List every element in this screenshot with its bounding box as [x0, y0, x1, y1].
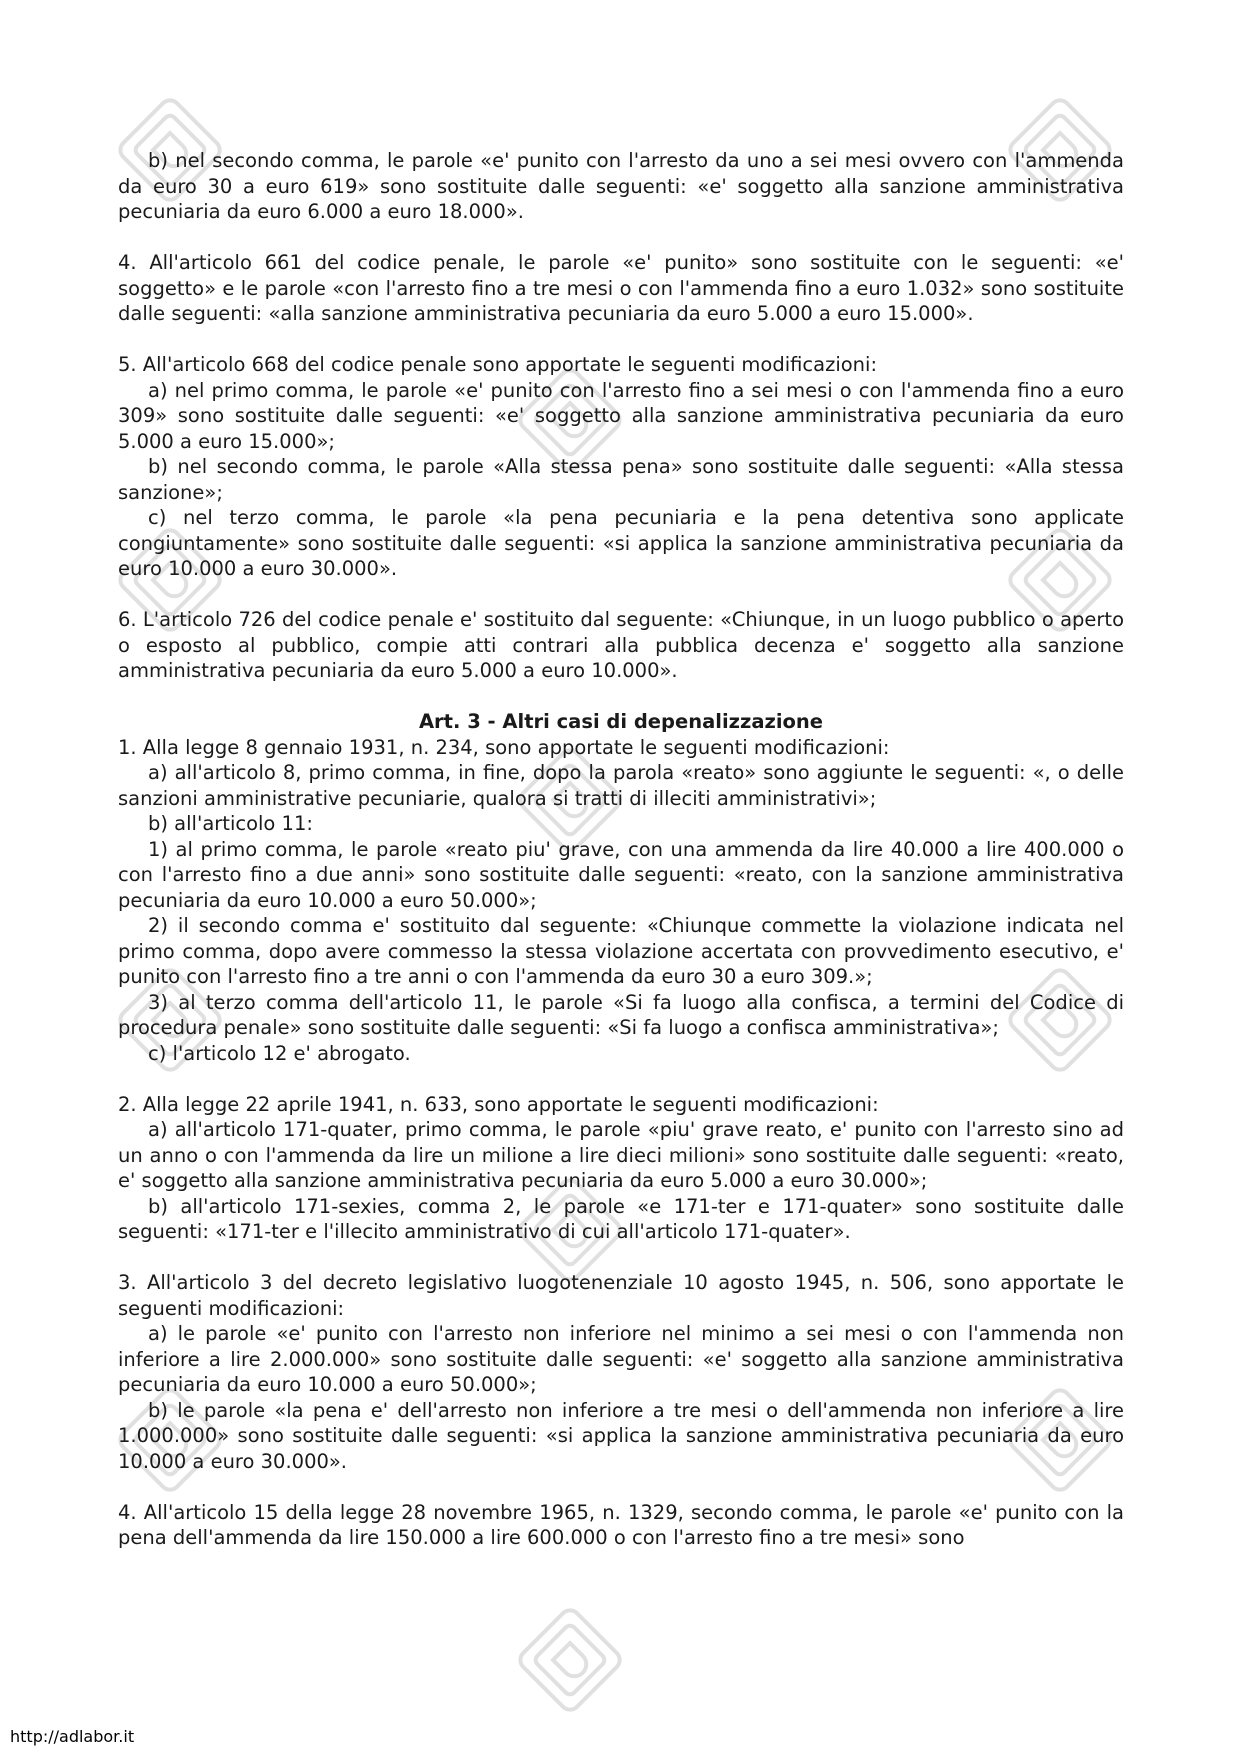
paragraph-text: b) le parole «la pena e' dell'arresto non inferiore a tre mesi o dell'ammenda non inferiore a lire 1.000.000» sono sostituite dalle seguenti: «si applica la sanzione amministrativa pecuniaria da euro 10.000 a euro 30.000». — [118, 1398, 1124, 1473]
docsity-watermark-icon — [510, 1600, 630, 1720]
paragraph-block — [118, 1270, 1124, 1474]
paragraph-text: 4. All'articolo 15 della legge 28 novembre 1965, n. 1329, secondo comma, le parole «e' punito con la pena dell'ammenda da lire 150.000 a lire 600.000 o con l'arresto fino a tre mesi» sono — [118, 1500, 1124, 1549]
paragraph-block — [118, 250, 1124, 327]
paragraph-block — [118, 1092, 1124, 1245]
article-heading: Art. 3 - Altri casi di depenalizzazione — [418, 710, 824, 733]
paragraph-block — [118, 607, 1124, 684]
paragraph-text: 2. Alla legge 22 aprile 1941, n. 633, sono apportate le seguenti modificazioni: — [118, 1092, 879, 1116]
paragraph-text: 1) al primo comma, le parole «reato piu' grave, con una ammenda da lire 40.000 a lire 400.000 o con l'arresto fino a due anni» sono sostituite dalle seguenti: «reato, con la sanzione amministrativa pecuniaria da euro 10.000 a euro 50.000»; — [118, 837, 1124, 912]
paragraph-text: 6. L'articolo 726 del codice penale e' sostituito dal seguente: «Chiunque, in un luogo pubblico o aperto o esposto al pubblico, compie atti contrari alla pubblica decenza e' soggetto alla sanzione amministrativa pecuniaria da euro 5.000 a euro 10.000». — [118, 608, 1124, 682]
paragraph-text: 2) il secondo comma e' sostituito dal seguente: «Chiunque commette la violazione indicata nel primo comma, dopo avere commesso la stessa violazione accertata con provvedimento esecutivo, e' punito con l'arresto fino a tre anni o con l'ammenda da euro 30 a euro 309.»; — [118, 914, 1124, 988]
paragraph-text: b) nel secondo comma, le parole «Alla stessa pena» sono sostituite dalle seguenti: «Alla stessa sanzione»; — [118, 455, 1124, 504]
paragraph-text: 1. Alla legge 8 gennaio 1931, n. 234, sono apportate le seguenti modificazioni: — [118, 735, 890, 759]
paragraph-text: 4. All'articolo 661 del codice penale, le parole «e' punito» sono sostituite con le seguenti: «e' soggetto» e le parole «con l'arresto fino a tre mesi o con l'ammenda fino a euro 1.032» sono sostituite dalle seguenti: «alla sanzione amministrativa pecuniaria da euro 5.000 a euro 15.000». — [118, 251, 1124, 325]
paragraph-text: c) nel terzo comma, le parole «la pena pecuniaria e la pena detentiva sono applicate congiuntamente» sono sostituite dalle seguenti: «si applica la sanzione amministrativa pecuniaria da euro 10.000 a euro 30.000». — [118, 506, 1124, 580]
paragraph-text: a) all'articolo 171-quater, primo comma, le parole «piu' grave reato, e' punito con l'arresto sino ad un anno o con l'ammenda da lire un milione a lire dieci milioni» sono sostituite dalle seguenti: «reato, e' soggetto alla sanzione amministrativa pecuniaria da euro 5.000 a euro 30.000»; — [118, 1118, 1124, 1192]
paragraph-block — [118, 148, 1124, 225]
paragraph-text: b) nel secondo comma, le parole «e' punito con l'arresto da uno a sei mesi ovvero con l'ammenda da euro 30 a euro 619» sono sostituite dalle seguenti: «e' soggetto alla sanzione amministrativa pecuniaria da euro 6.000 a euro 18.000». — [118, 149, 1124, 223]
paragraph-text: 5. All'articolo 668 del codice penale sono apportate le seguenti modificazioni: — [118, 353, 878, 376]
paragraph-text: a) le parole «e' punito con l'arresto non inferiore nel minimo a sei mesi o con l'ammenda non inferiore a lire 2.000.000» sono sostituite dalle seguenti: «e' soggetto alla sanzione amministrativa pecuniaria da euro 10.000 a euro 50.000»; — [118, 1322, 1124, 1396]
document-body — [118, 148, 1124, 1576]
paragraph-text: c) l'articolo 12 e' abrogato. — [148, 1041, 411, 1065]
footer-url-link[interactable]: http://adlabor.it — [10, 1727, 135, 1746]
paragraph-text: 3) al terzo comma dell'articolo 11, le parole «Si fa luogo alla confisca, a termini del Codice di procedura penale» sono sostituite dalle seguenti: «Si fa luogo a confisca amministrativa»; — [118, 990, 1124, 1039]
paragraph-block — [118, 1500, 1124, 1551]
paragraph-text: b) all'articolo 11: — [148, 812, 313, 835]
paragraph-text: 3. All'articolo 3 del decreto legislativo luogotenenziale 10 agosto 1945, n. 506, sono apportate le seguenti modificazioni: — [118, 1271, 1124, 1320]
paragraph-text: a) nel primo comma, le parole «e' punito con l'arresto fino a sei mesi o con l'ammenda fino a euro 309» sono sostituite dalle seguenti: «e' soggetto alla sanzione amministrativa pecuniaria da euro 5.000 a euro 15.000»; — [118, 378, 1124, 453]
paragraph-text: a) all'articolo 8, primo comma, in fine, dopo la parola «reato» sono aggiunte le seguenti: «, o delle sanzioni amministrative pecuniarie, qualora si tratti di illeciti amministrativi»; — [118, 761, 1124, 810]
paragraph-text: b) all'articolo 171-sexies, comma 2, le parole «e 171-ter e 171-quater» sono sostituite dalle seguenti: «171-ter e l'illecito amministrativo di cui all'articolo 171-quater». — [118, 1194, 1124, 1243]
paragraph-block — [118, 352, 1124, 582]
paragraph-block — [118, 709, 1124, 1066]
